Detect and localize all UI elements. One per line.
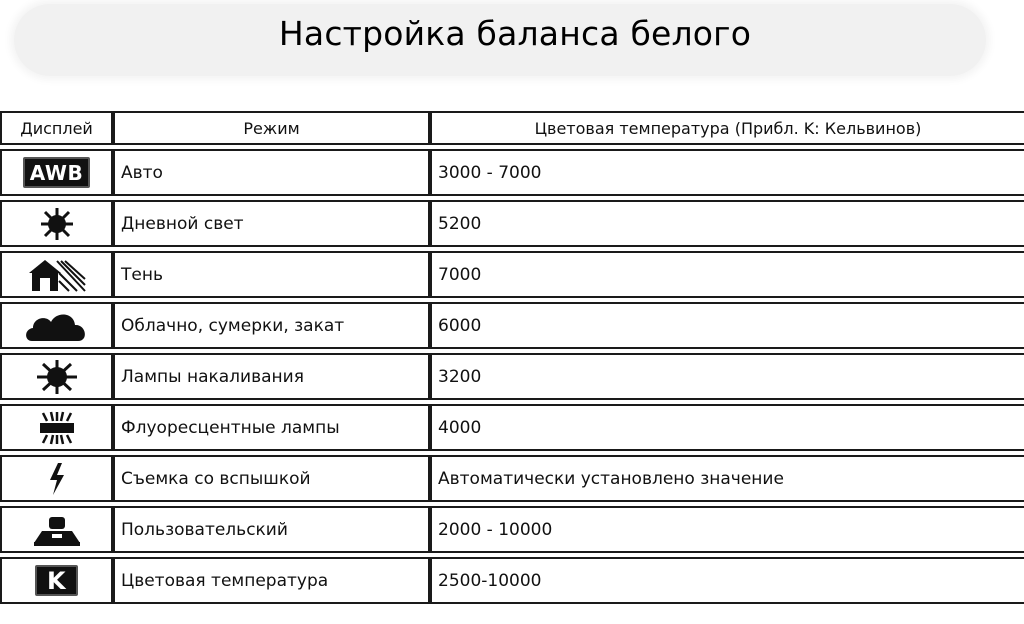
cloudy-icon	[24, 309, 90, 343]
daylight-sun-icon	[40, 207, 74, 241]
temperature-cell: 7000	[430, 251, 1024, 298]
table-row	[0, 506, 1024, 553]
mode-cell: Дневной свет	[113, 200, 430, 247]
fluorescent-icon	[37, 411, 77, 445]
table-row	[0, 251, 1024, 298]
temperature-cell: 3200	[430, 353, 1024, 400]
table-row	[0, 353, 1024, 400]
page-title: Настройка баланса белого	[278, 14, 752, 53]
mode-cell: Пользовательский	[113, 506, 430, 553]
display-cell	[0, 200, 113, 247]
mode-cell: Тень	[113, 251, 430, 298]
table-row	[0, 557, 1024, 604]
display-cell	[0, 353, 113, 400]
header-mode: Режим	[113, 111, 430, 145]
table-header-row	[0, 111, 1024, 145]
temperature-cell: 2500-10000	[430, 557, 1024, 604]
temperature-cell: Автоматически установлено значение	[430, 455, 1024, 502]
temperature-cell: 5200	[430, 200, 1024, 247]
temperature-cell: 6000	[430, 302, 1024, 349]
mode-cell: Съемка со вспышкой	[113, 455, 430, 502]
display-cell	[0, 251, 113, 298]
temperature-cell: 2000 - 10000	[430, 506, 1024, 553]
flash-icon	[47, 462, 67, 496]
temperature-cell: 4000	[430, 404, 1024, 451]
display-cell	[0, 149, 113, 196]
kelvin-icon: K	[35, 565, 78, 596]
header-temperature: Цветовая температура (Прибл. K: Кельвинов)	[430, 111, 1024, 145]
table-row	[0, 302, 1024, 349]
mode-cell: Флуоресцентные лампы	[113, 404, 430, 451]
header-display: Дисплей	[0, 111, 113, 145]
mode-cell: Лампы накаливания	[113, 353, 430, 400]
table-row	[0, 200, 1024, 247]
temperature-cell: 3000 - 7000	[430, 149, 1024, 196]
custom-wb-icon	[32, 513, 82, 547]
tungsten-bulb-icon	[35, 359, 79, 395]
display-cell	[0, 557, 113, 604]
table-row	[0, 149, 1024, 196]
shade-house-icon	[27, 257, 87, 293]
white-balance-table	[0, 107, 1024, 608]
mode-cell: Авто	[113, 149, 430, 196]
table-row	[0, 455, 1024, 502]
display-cell	[0, 455, 113, 502]
display-cell	[0, 302, 113, 349]
awb-icon: AWB	[23, 157, 90, 188]
mode-cell: Облачно, сумерки, закат	[113, 302, 430, 349]
table-row	[0, 404, 1024, 451]
display-cell	[0, 506, 113, 553]
display-cell	[0, 404, 113, 451]
mode-cell: Цветовая температура	[113, 557, 430, 604]
